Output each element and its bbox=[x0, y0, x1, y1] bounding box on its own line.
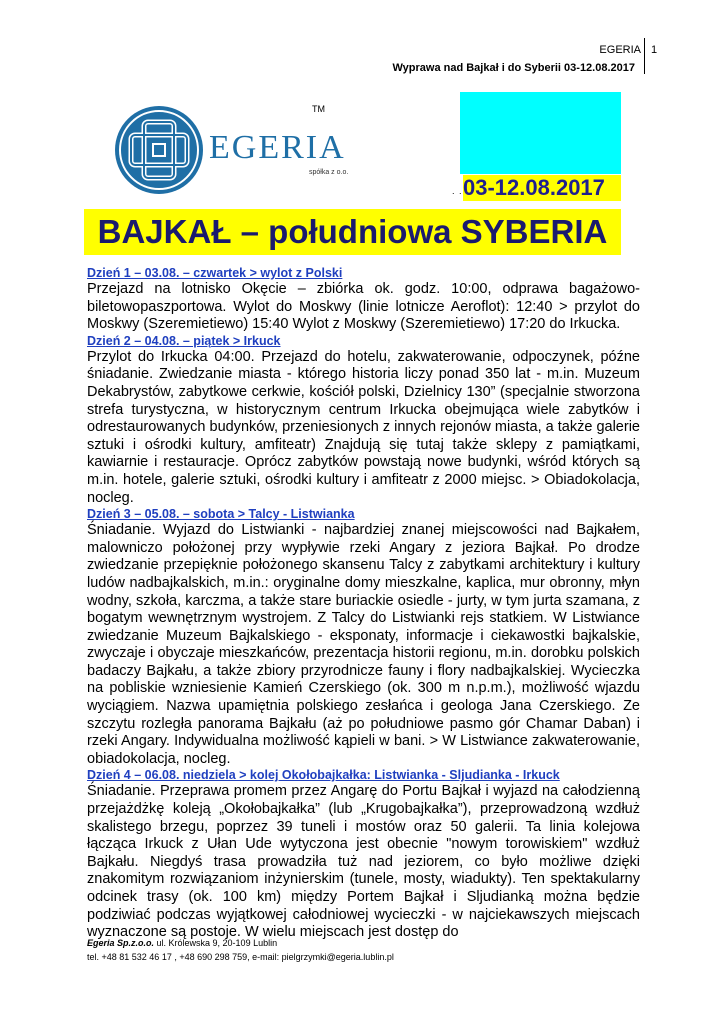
trademark: TM bbox=[312, 104, 325, 114]
day-section bbox=[87, 266, 640, 334]
header-company: EGERIA bbox=[599, 44, 641, 56]
cyan-highlight-box bbox=[460, 92, 621, 174]
header-divider bbox=[644, 38, 645, 74]
egeria-logo bbox=[113, 104, 353, 196]
footer-contact: tel. +48 81 532 46 17 , +48 690 298 759, e-mail: pielgrzymki@egeria.lublin.pl bbox=[87, 952, 394, 962]
day-description: Śniadanie. Wyjazd do Listwianki - najbardziej znanej miejscowości nad Bajkałem, malowniczo położonej przy wypływie rzeki Angary z jeziora Bajkał. Po drodze zwiedzanie przepięknie położonego skansenu Talcy z zabytkami architektury i kultury ludów nadbajkalskich, m.in.: oryginalne domy mieszkalne, kaplica, mur obronny, młyn wodny, szkoła, karczma, a także stare buriackie osiedle - jurty, w tym jurta szamana, z bogatym wewnętrznym wystrojem. Z Talcy do Listwianki rejs statkiem. W Listwiance zwiedzanie Muzeum Bajkalskiego - eksponaty, informacje i ciekawostki bajkalskie, zwyczaje i obyczaje mieszkańców, prezentacja historii regionu, m.in. dorobku polskich badaczy Bajkału, a także zbiory przyrodnicze fauny i flory nadbajkalskiej. Wycieczka na pobliskie wzniesienie Kamień Czerskiego (ok. 300 m n.p.m.), możliwość wjazdu wyciągiem. Nazwa upamiętnia polskiego zesłańca i geologa Jana Czerskiego. Ze szczytu rozległa panorama Bajkału (aż po południowe pasmo gór Chamar Daban) i rzeki Angary. Indywidualna możliwość kąpieli w bani. > W Listwiance zakwaterowanie, obiadokolacja, nocleg. bbox=[87, 522, 640, 767]
day-description: Przejazd na lotnisko Okęcie – zbiórka ok. godz. 10:00, odprawa bagażowo-biletowopaszportowa. Wylot do Moskwy (linie lotnicze Aeroflot): 12:40 > przylot do Moskwy (Szeremietiewo) 15:40 Wylot z Moskwy (Szeremietiewo) 17:20 do Irkucka. bbox=[87, 281, 640, 333]
footer-address-line bbox=[87, 936, 394, 950]
itinerary bbox=[87, 266, 640, 942]
header-subtitle: Wyprawa nad Bajkał i do Syberii 03-12.08.2017 bbox=[392, 62, 635, 74]
day-description: Śniadanie. Przeprawa promem przez Angarę do Portu Bajkał i wyjazd na całodzienną przejażdżkę koleją „Okołobajkałka” (lub „Krugobajkałka”), przeprowadzoną wzdłuż skalistego brzegu, poprzez 39 tuneli i mostów oraz 50 galerii. Ta linia kolejowa łącząca Irkuck z Ułan Ude wytyczona jest obecnie "nowym torowiskiem" wzdłuż Bajkału. Niegdyś trasa prowadziła tuż nad jeziorem, co było możliwe dzięki znakomitym rozwiązaniom inżynierskim (tunele, mosty, wiadukty). Ten spektakularny odcinek trasy (ok. 100 km) między Portem Bajkał i Sljudianką można będzie podziwiać podczas wyjątkowej całodniowej wycieczki - w najciekawszych miejscach wyznaczone są postoje. W wielu miejscach jest dostęp do bbox=[87, 783, 640, 941]
footer bbox=[87, 936, 394, 964]
day-section bbox=[87, 334, 640, 507]
day-heading[interactable]: Dzień 4 – 06.08. niedziela > kolej Okołobajkałka: Listwianka - Sljudianka - Irkuck bbox=[87, 768, 560, 783]
day-section bbox=[87, 768, 640, 941]
trip-dates: 03-12.08.2017 bbox=[463, 175, 621, 201]
day-heading[interactable]: Dzień 3 – 05.08. – sobota > Talcy - Listwianka bbox=[87, 507, 355, 522]
day-description: Przylot do Irkucka 04:00. Przejazd do hotelu, zakwaterowanie, odpoczynek, późne śniadanie. Zwiedzanie miasta - którego historia liczy ponad 350 lat - m.in. Muzeum Dekabrystów, zabytkowe cerkwie, kościół polski, Dzielnicy 130” (specjalnie stworzona strefa turystyczna, w historycznym centrum Irkucka obejmująca wiele zabytków i odrestaurowanych budynków, przeniesionych z innych rejonów miasta, a także galerie sztuki i ośrodki kultury, amfiteatr) Znajdują się tutaj także sklepy z pamiątkami, kawiarnie i restauracje. Oprócz zabytków powstają nowe budynki, wśród których są m.in. hotele, galerie sztuki, ośrodki kultury i amfiteatr z 2000 miejsc. > Obiadokolacja, nocleg. bbox=[87, 348, 640, 506]
day-heading[interactable]: Dzień 2 – 04.08. – piątek > Irkuck bbox=[87, 333, 281, 348]
day-heading[interactable]: Dzień 1 – 03.08. – czwartek > wylot z Polski bbox=[87, 266, 343, 280]
dots: . . bbox=[452, 186, 463, 196]
page-number: 1 bbox=[651, 44, 658, 56]
celtic-knot-icon bbox=[115, 106, 203, 194]
logo-subtext: spółka z o.o. bbox=[309, 169, 349, 176]
footer-company: Egeria Sp.z.o.o. bbox=[87, 938, 155, 948]
logo-wordmark: EGERIA bbox=[209, 129, 346, 166]
day-section bbox=[87, 507, 640, 768]
footer-address: ul. Królewska 9, 20-109 Lublin bbox=[154, 938, 278, 948]
page-title: BAJKAŁ – południowa SYBERIA bbox=[84, 209, 621, 255]
